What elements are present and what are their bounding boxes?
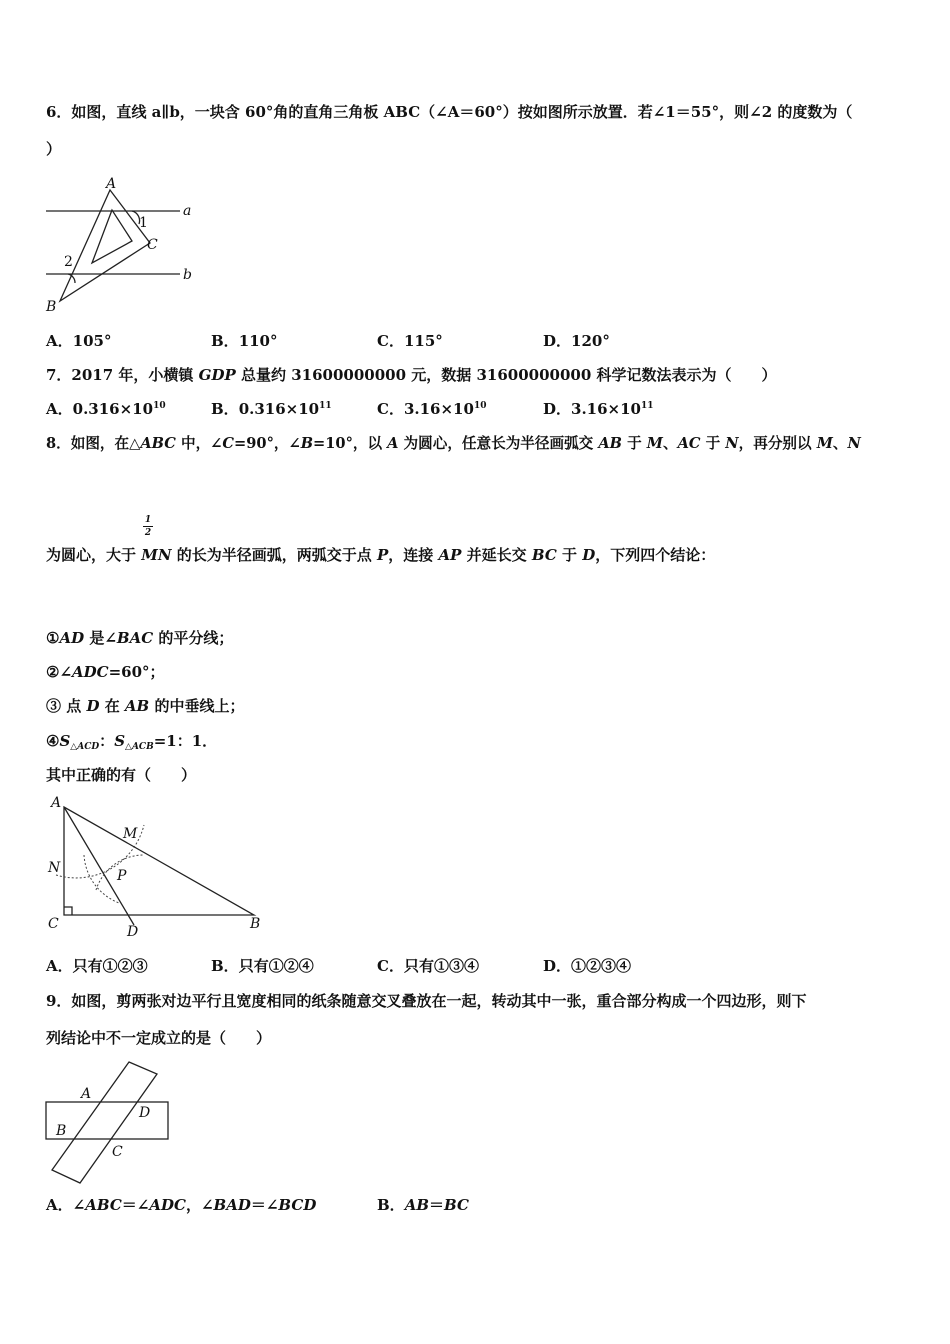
text-run: AB xyxy=(404,1196,430,1214)
text-run: AC xyxy=(677,435,701,452)
text-run: 、 xyxy=(832,435,848,452)
label-angle-1: 1 xyxy=(139,215,148,231)
text-run: AD xyxy=(59,629,85,647)
q9-stem-line2: 列结论中不一定成立的是（ ） xyxy=(46,1029,272,1047)
text-run: AP xyxy=(438,546,462,564)
q8-option-a: A．只有①②③ xyxy=(46,957,148,975)
q7-option-b: B．$0.316\times 10^{11}$ xyxy=(211,400,332,418)
text-run: ＝∠ xyxy=(121,1196,150,1214)
text-run: 并延长交 xyxy=(461,546,532,564)
q7-option-d: D．$3.16\times 10^{11}$ xyxy=(543,400,654,418)
text-run: ADC xyxy=(72,663,109,681)
q8-figure xyxy=(44,795,274,940)
text-run: BAD xyxy=(213,1196,251,1214)
label-D: D xyxy=(127,924,139,940)
text-run: P xyxy=(377,546,389,564)
text-run: 8．如图，在△ xyxy=(46,435,141,452)
text-run: BCD xyxy=(278,1196,317,1214)
text-run: 于 xyxy=(622,435,647,452)
q6-figure xyxy=(40,175,200,315)
q6-option-c: C．115° xyxy=(377,332,443,350)
label-b: b xyxy=(183,267,192,283)
text-run: ，连接 xyxy=(388,546,439,564)
text-run: AB xyxy=(124,697,150,715)
text-run: BC xyxy=(531,546,557,564)
text-run: D xyxy=(582,546,596,564)
text-run: A． xyxy=(46,1196,73,1214)
label-A: A xyxy=(81,1086,92,1102)
text-run: 为圆心，任意长为半径画弧交 xyxy=(398,435,599,452)
text-run: MN xyxy=(141,546,172,564)
text-run: C xyxy=(222,435,235,452)
q6-stem-line1: 6．如图，直线 a∥b，一块含 60°角的直角三角板 ABC（∠A＝60°）按如图所示放置．若∠1＝55°，则∠2 的度数为（ xyxy=(46,103,853,121)
text-run: 的长为半径画弧，两弧交于点 xyxy=(171,546,378,564)
q6-option-a: A．105° xyxy=(46,332,112,350)
text-run: 是∠ xyxy=(84,629,117,647)
label-B: B xyxy=(250,916,261,932)
text-run: ，下列四个结论： xyxy=(595,546,716,564)
text-run: 于 xyxy=(556,546,583,564)
q8-conclusion-4: $④S_{\triangle ACD}$：$S_{\triangle ACB}=1$：1． xyxy=(46,732,218,752)
label-A: A xyxy=(106,176,117,192)
text-run: 、 xyxy=(662,435,678,452)
q6-option-b: B．110° xyxy=(211,332,278,350)
text-run: 在 xyxy=(99,697,125,715)
text-run: M xyxy=(646,435,663,452)
right-angle-mark xyxy=(64,907,72,915)
q8-conclusion-2 xyxy=(46,662,165,682)
label-C: C xyxy=(48,916,59,932)
label-angle-2: 2 xyxy=(64,254,73,270)
text-run: 于 xyxy=(700,435,726,452)
label-A: A xyxy=(51,795,62,811)
text-run: =10°，以 xyxy=(313,435,388,452)
text-run: ＝ xyxy=(429,1196,445,1214)
text-run: BAC xyxy=(116,629,154,647)
q8-option-d: D．①②③④ xyxy=(543,957,632,975)
q7-stem: 7．2017 年，小横镇 GDP 总量约 31600000000 元，数据 31600000000 科学记数法表示为（ ） xyxy=(46,366,777,384)
text-run: ∠ xyxy=(72,1196,86,1214)
text-run: =90°，∠ xyxy=(234,435,301,452)
q9-stem-line1: 9．如图，剪两张对边平行且宽度相同的纸条随意交叉叠放在一起，转动其中一张，重合部分构成一个四边形，则下 xyxy=(46,992,807,1010)
text-run: D xyxy=(86,697,100,715)
label-C: C xyxy=(147,237,158,253)
q7-option-a: A．$0.316\times 10^{10}$ xyxy=(46,400,166,418)
text-run: 的中垂线上； xyxy=(149,697,245,715)
text-run: ，∠ xyxy=(185,1196,214,1214)
q8-conclusion-1 xyxy=(46,628,233,648)
text-run: N xyxy=(847,435,861,452)
text-run: 中，∠ xyxy=(175,435,223,452)
label-N: N xyxy=(48,860,61,876)
text-run: ②∠ xyxy=(46,663,73,681)
text-run: =60°； xyxy=(108,663,165,681)
q6-option-d: D．120° xyxy=(543,332,610,350)
bisector-ad xyxy=(64,807,134,925)
q9-figure xyxy=(44,1062,174,1187)
q6-stem-line2: ） xyxy=(46,140,62,158)
label-C: C xyxy=(112,1144,123,1160)
text-run: ABC xyxy=(85,1196,122,1214)
q9-option-a xyxy=(46,1195,316,1215)
text-run: ，再分别以 xyxy=(738,435,817,452)
text-run: 的平分线； xyxy=(153,629,234,647)
triangle-outer xyxy=(60,190,150,301)
text-run: M xyxy=(816,435,833,452)
q8-option-c: C．只有①③④ xyxy=(377,957,479,975)
q8-option-b: B．只有①②④ xyxy=(211,957,314,975)
q8-stem-line2 xyxy=(46,545,715,565)
triangle-acb xyxy=(64,807,254,915)
text-run: N xyxy=(725,435,739,452)
q8-stem-line1 xyxy=(46,434,861,454)
label-B: B xyxy=(56,1123,67,1139)
text-run: ＝∠ xyxy=(250,1196,279,1214)
text-run: ADC xyxy=(149,1196,186,1214)
text-run: ABC xyxy=(140,435,176,452)
text-run: ① xyxy=(46,629,60,647)
text-run: ③ 点 xyxy=(46,697,87,715)
text-run: AB xyxy=(598,435,623,452)
slanted-strip xyxy=(52,1062,157,1183)
q8-conclusion-3 xyxy=(46,696,244,716)
label-a: a xyxy=(183,203,192,219)
q7-option-c: C．$3.16\times 10^{10}$ xyxy=(377,400,487,418)
label-B: B xyxy=(46,299,57,315)
q8-question: 其中正确的有（ ） xyxy=(46,766,197,784)
label-P: P xyxy=(117,868,127,884)
text-run: BC xyxy=(444,1196,469,1214)
q9-option-b xyxy=(377,1195,469,1215)
text-run: B xyxy=(300,435,314,452)
q8-half-fraction: 1 2 xyxy=(144,515,152,538)
label-D: D xyxy=(139,1105,151,1121)
label-M: M xyxy=(123,826,138,842)
text-run: A xyxy=(387,435,399,452)
text-run: 为圆心，大于 xyxy=(46,546,142,564)
text-run: B． xyxy=(377,1196,405,1214)
